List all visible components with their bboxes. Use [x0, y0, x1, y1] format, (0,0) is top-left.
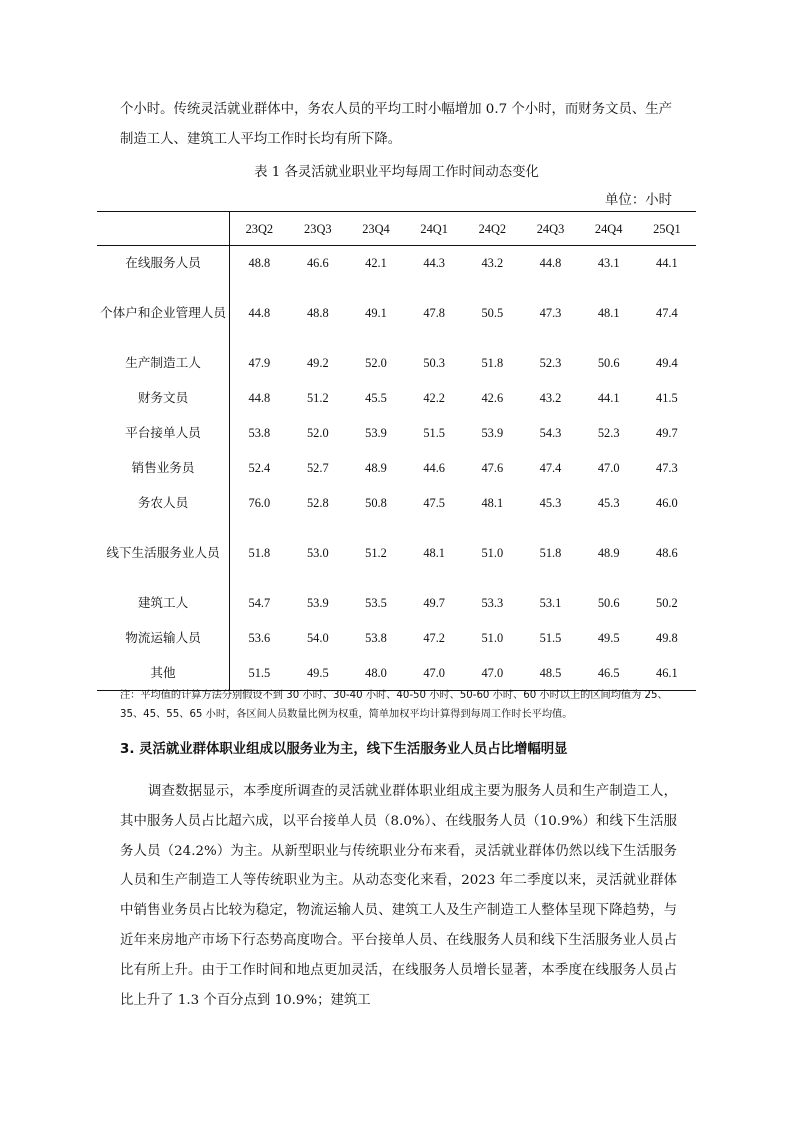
table-cell: 48.6 [656, 546, 678, 560]
table-cell: 52.7 [306, 461, 329, 475]
table-cell: 50.6 [597, 356, 620, 370]
table-cell: 44.8 [248, 306, 271, 320]
table-cell: 47.4 [656, 306, 678, 320]
table-cell: 49.8 [656, 631, 678, 645]
table-cell: 51.2 [365, 546, 387, 560]
table-cell: 54.3 [539, 426, 562, 440]
row-label: 线下生活服务业人员 [97, 521, 230, 586]
table-cell: 46.1 [638, 656, 696, 691]
table-cell: 52.4 [248, 461, 271, 475]
table-cell: 47.0 [463, 656, 521, 691]
table-cell: 47.5 [423, 496, 445, 510]
table-cell: 46.5 [580, 656, 638, 691]
table-cell: 48.0 [347, 656, 405, 691]
table-row [97, 586, 696, 621]
row-label: 其他 [97, 656, 230, 691]
table-cell: 48.8 [248, 256, 271, 271]
table-cell: 42.1 [365, 256, 387, 271]
table-cell: 47.8 [423, 306, 445, 320]
table-cell: 54.0 [306, 631, 329, 645]
table-cell: 47.0 [597, 461, 620, 475]
header-corner-cell [97, 212, 230, 246]
intro-paragraph: 个小时。传统灵活就业群体中，务农人员的平均工时小幅增加 0.7 个小时，而财务文员、生产制造工人、建筑工人平均工作时长均有所下降。 [120, 102, 673, 147]
table-cell: 45.3 [597, 496, 620, 510]
table-cell: 44.6 [423, 461, 445, 475]
table-cell: 53.9 [365, 426, 387, 440]
table-cell: 47.2 [423, 631, 445, 645]
table-cell: 48.9 [365, 461, 387, 475]
table-cell: 44.8 [539, 256, 562, 271]
table-cell: 47.4 [539, 461, 562, 475]
table-cell: 45.5 [365, 391, 387, 405]
row-label: 销售业务员 [97, 451, 230, 486]
table-row [97, 621, 696, 656]
table-cell: 53.9 [306, 596, 329, 610]
table-cell: 50.3 [423, 356, 445, 370]
table-cell: 49.5 [597, 631, 620, 645]
row-label: 平台接单人员 [97, 416, 230, 451]
table-cell: 53.0 [306, 546, 329, 560]
row-label: 个体户和企业管理人员 [97, 281, 230, 346]
table-cell: 42.2 [423, 391, 445, 405]
table-cell: 53.6 [248, 631, 271, 645]
column-header: 23Q2 [230, 212, 289, 246]
work-hours-table [97, 211, 696, 691]
table-cell: 44.3 [423, 256, 445, 271]
column-header: 24Q2 [463, 212, 521, 246]
table-cell: 49.7 [423, 596, 445, 610]
table-cell: 53.5 [365, 596, 387, 610]
row-label: 生产制造工人 [97, 346, 230, 381]
table-cell: 48.1 [423, 546, 445, 560]
table-cell: 48.1 [597, 306, 620, 320]
table-cell: 45.3 [539, 496, 562, 510]
table-cell: 50.2 [656, 596, 678, 610]
table-cell: 52.0 [365, 356, 387, 370]
column-header: 24Q3 [521, 212, 579, 246]
table-cell: 51.0 [481, 631, 504, 645]
table-cell: 47.3 [539, 306, 562, 320]
table-cell: 49.5 [289, 656, 347, 691]
table-note: 注：平均值的计算方法分别假设不到 30 小时、30-40 小时、40-50 小时、50-60 小时、60 小时以上的区间均值为 25、35、45、55、65 小时，各区间人员数量比例为权重，简单加权平均计算得到每周工作时长平均值。 [120, 690, 668, 720]
table-row [97, 521, 696, 586]
table-row [97, 246, 696, 281]
table-row [97, 451, 696, 486]
table-cell: 47.6 [481, 461, 504, 475]
table-row [97, 281, 696, 346]
table-cell: 76.0 [248, 496, 271, 510]
table-cell: 51.8 [248, 546, 271, 560]
table-cell: 51.8 [539, 546, 562, 560]
table-cell: 51.0 [481, 546, 504, 560]
table-row [97, 486, 696, 521]
column-header: 23Q4 [347, 212, 405, 246]
table-cell: 51.5 [423, 426, 445, 440]
table-cell: 54.7 [248, 596, 271, 610]
table-cell: 42.6 [481, 391, 504, 405]
table-unit: 单位：小时 [605, 193, 672, 208]
table-cell: 47.0 [405, 656, 463, 691]
table-caption: 表 1 各灵活就业职业平均每周工作时间动态变化 [254, 165, 539, 180]
table-cell: 53.3 [481, 596, 504, 610]
table-cell: 47.9 [248, 356, 271, 370]
table-cell: 47.3 [656, 461, 678, 475]
table-cell: 41.5 [656, 391, 678, 405]
table-cell: 49.4 [656, 356, 678, 370]
row-label: 务农人员 [97, 486, 230, 521]
table-cell: 53.8 [248, 426, 271, 440]
table-cell: 43.1 [597, 256, 620, 271]
column-header: 24Q1 [405, 212, 463, 246]
table-cell: 52.3 [539, 356, 562, 370]
table-header-row [97, 212, 696, 246]
table-cell: 52.3 [597, 426, 620, 440]
table-cell: 49.7 [656, 426, 678, 440]
column-header: 25Q1 [638, 212, 696, 246]
table-cell: 43.2 [539, 391, 562, 405]
table-cell: 44.1 [656, 256, 678, 271]
table-cell: 43.2 [481, 256, 504, 271]
table-cell: 51.5 [539, 631, 562, 645]
table-cell: 48.5 [521, 656, 579, 691]
table-cell: 44.8 [248, 391, 271, 405]
table-cell: 49.1 [365, 306, 387, 320]
column-header: 23Q3 [289, 212, 347, 246]
table-cell: 52.0 [306, 426, 329, 440]
table-cell: 53.9 [481, 426, 504, 440]
table-cell: 52.8 [306, 496, 329, 510]
table-cell: 53.8 [365, 631, 387, 645]
table-cell: 50.6 [597, 596, 620, 610]
column-header: 24Q4 [580, 212, 638, 246]
table-row [97, 381, 696, 416]
table-cell: 53.1 [539, 596, 562, 610]
body-paragraph: 调查数据显示，本季度所调查的灵活就业群体职业组成主要为服务人员和生产制造工人，其中服务人员占比超六成，以平台接单人员（8.0%）、在线服务人员（10.9%）和线下生活服务人员（24.2%）为主。从新型职业与传统职业分布来看，灵活就业群体仍然以线下生活服务人员和生产制造工人等传统职业为主。从动态变化来看，2023 年二季度以来，灵活就业群体中销售业务员占比较为稳定，物流运输人员、建筑工人及生产制造工人整体呈现下降趋势，与近年来房地产市场下行态势高度吻合。平台接单人员、在线服务人员和线下生活服务业人员占比有所上升。由于工作时间和地点更加灵活，在线服务人员增长显著，本季度在线服务人员占比上升了 1.3 个百分点到 10.9%；建筑工 [120, 784, 677, 1008]
row-label: 财务文员 [97, 381, 230, 416]
table-cell: 51.8 [481, 356, 504, 370]
table-cell: 50.8 [365, 496, 387, 510]
row-label: 建筑工人 [97, 586, 230, 621]
table-cell: 48.8 [306, 306, 329, 320]
table-cell: 44.1 [597, 391, 620, 405]
table-row [97, 416, 696, 451]
table-cell: 50.5 [481, 306, 504, 320]
table-cell: 51.2 [306, 391, 329, 405]
table-cell: 48.1 [481, 496, 504, 510]
row-label: 物流运输人员 [97, 621, 230, 656]
table-cell: 49.2 [306, 356, 329, 370]
table-row [97, 346, 696, 381]
table-cell: 46.6 [306, 256, 329, 271]
table-cell: 46.0 [656, 496, 678, 510]
section-heading: 3. 灵活就业群体职业组成以服务业为主，线下生活服务业人员占比增幅明显 [120, 742, 568, 757]
table-cell: 51.5 [230, 656, 289, 691]
row-label: 在线服务人员 [97, 246, 230, 281]
table-cell: 48.9 [597, 546, 620, 560]
